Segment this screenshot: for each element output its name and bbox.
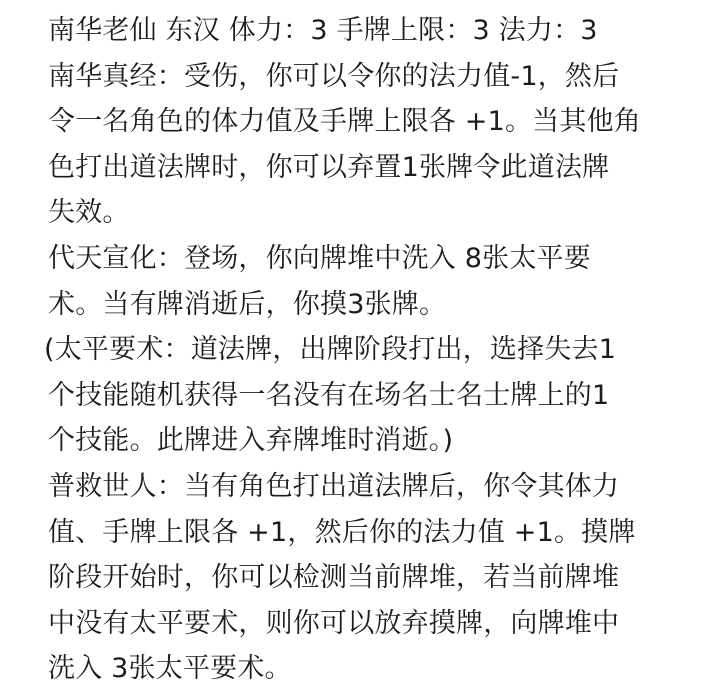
card-description-text — [44, 8, 708, 692]
text-line: 个技能。此牌进入弃牌堆时消逝。) — [48, 425, 454, 457]
text-line: 失效。 — [48, 197, 130, 229]
text-line: 南华真经：受伤，你可以令你的法力值-1，然后 — [48, 60, 620, 92]
text-line: 个技能随机获得一名没有在场名士名士牌上的1 — [48, 379, 610, 411]
text-line: 术。当有牌消逝后，你摸3张牌。 — [48, 288, 447, 320]
text-line: 值、手牌上限各 +1，然后你的法力值 +1。摸牌 — [48, 516, 636, 548]
text-line: 阶段开始时，你可以检测当前牌堆，若当前牌堆 — [48, 562, 620, 594]
card-header-line: 南华老仙 东汉 体力：3 手牌上限：3 法力：3 — [48, 15, 598, 46]
text-line: 代天宣化：登场，你向牌堆中洗入 8张太平要 — [48, 242, 591, 274]
text-line: (太平要术：道法牌，出牌阶段打出，选择失去1 — [44, 334, 617, 366]
text-line: 色打出道法牌时，你可以弃置1张牌令此道法牌 — [48, 151, 610, 183]
text-line: 令一名角色的体力值及手牌上限各 +1。当其他角 — [48, 106, 641, 138]
text-line: 普救世人：当有角色打出道法牌后，你令其体力 — [48, 470, 620, 502]
text-line: 洗入 3张太平要术。 — [48, 653, 292, 685]
text-line: 中没有太平要术，则你可以放弃摸牌，向牌堆中 — [48, 607, 620, 639]
